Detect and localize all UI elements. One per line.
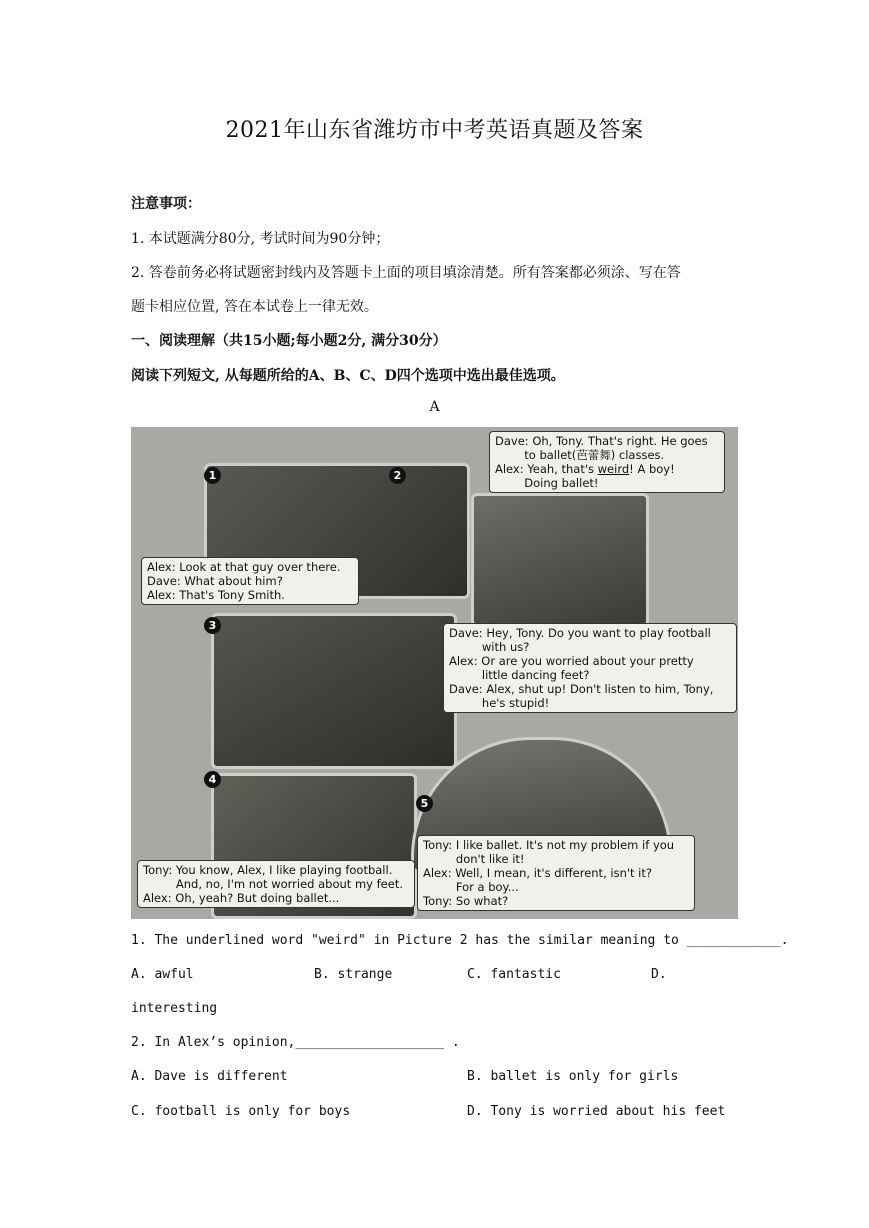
panel-number-1: 1 [204, 467, 221, 484]
notes-item-2-line-1: 2. 答卷前务必将试题密封线内及答题卡上面的项目填涂清楚。所有答案都必须涂、写在答 [131, 265, 681, 281]
question-1-stem: 1. The underlined word "weird" in Picture 2 has the similar meaning to ____________. [131, 933, 789, 948]
notes-item-1: 1. 本试题满分80分, 考试时间为90分钟； [131, 231, 390, 247]
speech-bubble-panel-3: Dave: Hey, Tony. Do you want to play football with us? Alex: Or are you worried about your pretty little dancing feet? Dave: Alex, shut up! Don't listen to him, Tony, he's stupid! [443, 623, 737, 713]
panel-number-3: 3 [204, 617, 221, 634]
document-title: 2021年山东省潍坊市中考英语真题及答案 [225, 118, 644, 143]
question-1-option-d[interactable]: D. [651, 967, 667, 982]
question-2-stem: 2. In Alex’s opinion,___________________ . [131, 1035, 460, 1050]
underlined-word-weird: weird [597, 462, 630, 476]
bubble-p2-line-4: Doing ballet! [524, 476, 599, 490]
question-2-option-c[interactable]: C. football is only for boys [131, 1104, 351, 1119]
section-1-heading: 一、阅读理解（共15小题;每小题2分, 满分30分） [131, 333, 447, 349]
speech-bubble-panel-2 [489, 431, 725, 493]
question-2-option-d[interactable]: D. Tony is worried about his feet [467, 1104, 726, 1119]
question-1-option-a[interactable]: A. awful [131, 967, 194, 982]
comic-figure [131, 427, 738, 919]
speech-bubble-panel-1: Alex: Look at that guy over there. Dave: What about him? Alex: That's Tony Smith. [141, 557, 359, 605]
section-1-instruction: 阅读下列短文, 从每题所给的A、B、C、D四个选项中选出最佳选项。 [131, 368, 565, 384]
speech-bubble-panel-4: Tony: You know, Alex, I like playing football. And, no, I'm not worried about my feet. Alex: Oh, yeah? But doing ballet... [137, 860, 415, 908]
question-2-option-a[interactable]: A. Dave is different [131, 1069, 288, 1084]
bubble-p2-line-3-pre: Alex: Yeah, that's [495, 462, 598, 476]
passage-label: A [429, 399, 440, 415]
panel-number-5: 5 [416, 795, 433, 812]
question-2-option-b[interactable]: B. ballet is only for girls [467, 1069, 679, 1084]
panel-number-4: 4 [204, 771, 221, 788]
bubble-p2-line-1: Dave: Oh, Tony. That's right. He goes [495, 434, 708, 448]
speech-bubble-panel-5: Tony: I like ballet. It's not my problem if you don't like it! Alex: Well, I mean, it's different, isn't it? For a boy... Tony: So what? [417, 835, 695, 911]
question-1-option-c[interactable]: C. fantastic [467, 967, 561, 982]
panel-2-photo [471, 493, 649, 627]
question-1-option-d-text[interactable]: interesting [131, 1001, 218, 1016]
notes-heading: 注意事项： [131, 196, 201, 212]
bubble-p2-line-3-post: ! A boy! [629, 462, 675, 476]
bubble-p2-line-2: to ballet(芭蕾舞) classes. [524, 448, 665, 462]
notes-item-2-line-2: 题卡相应位置, 答在本试卷上一律无效。 [131, 299, 378, 315]
panel-number-2: 2 [389, 467, 406, 484]
question-1-option-b[interactable]: B. strange [314, 967, 393, 982]
panel-3-photo [211, 613, 457, 769]
